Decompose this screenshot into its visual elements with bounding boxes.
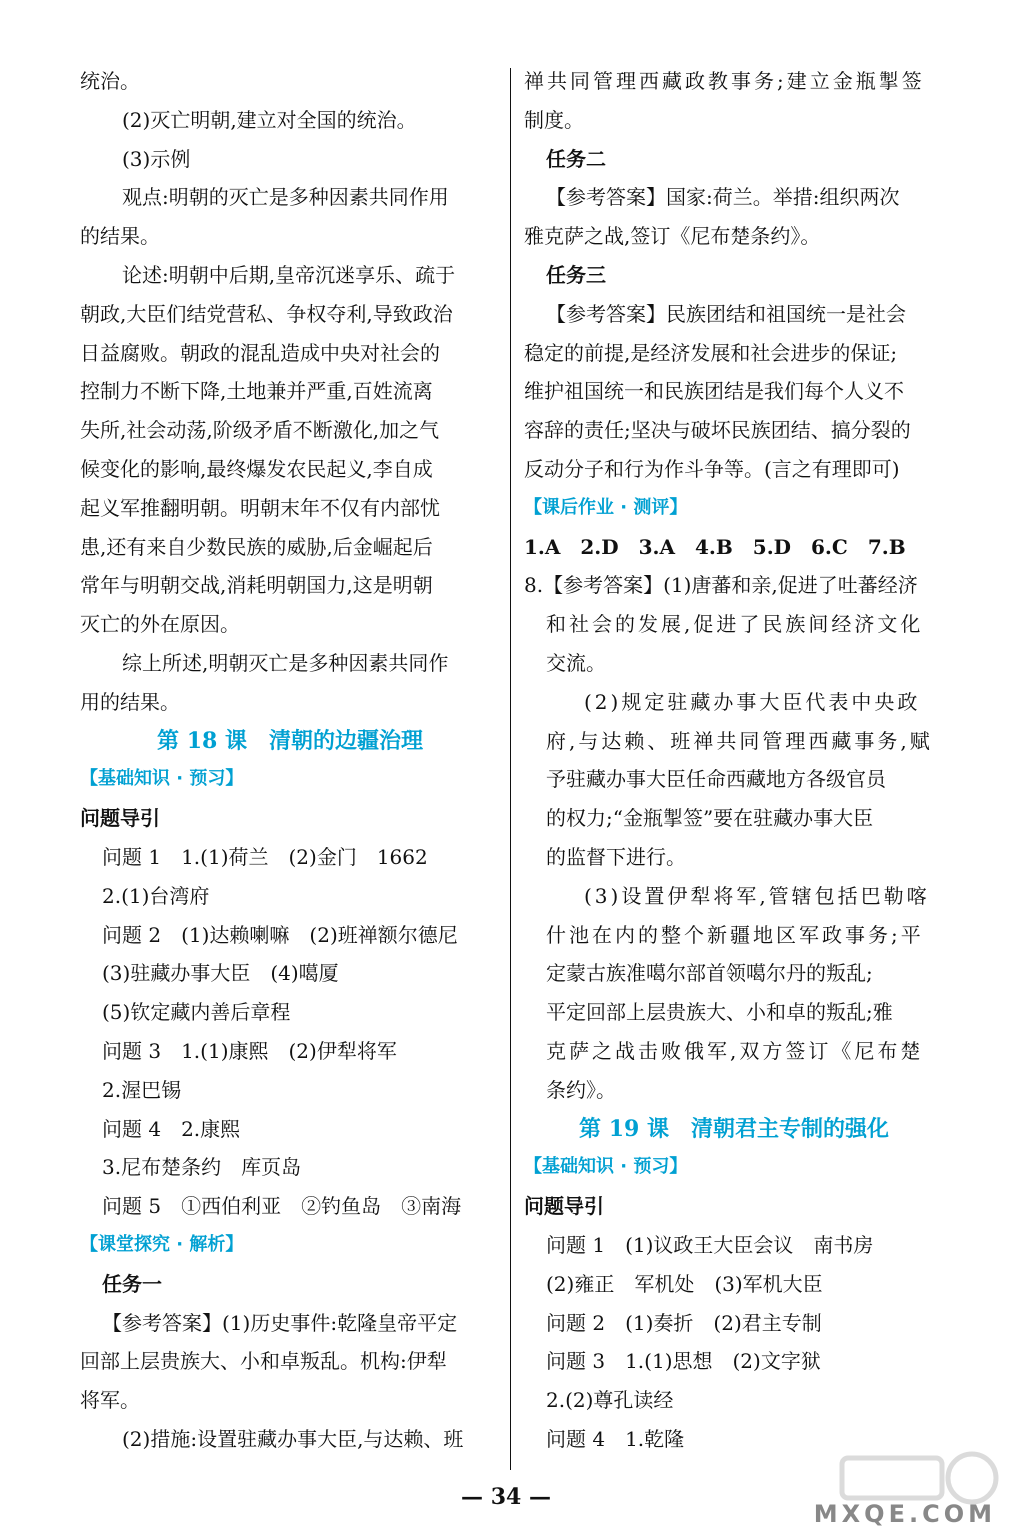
body-text: 论述:明朝中后期,皇帝沉迷享乐、疏于 <box>122 262 456 287</box>
body-text: 和社会的发展,促进了民族间经济文化 <box>546 612 924 637</box>
body-text: 【参考答案】(1)历史事件:乾隆皇帝平定 <box>102 1310 458 1335</box>
subheading: 任务一 <box>102 1271 162 1296</box>
body-text: 用的结果。 <box>80 689 180 714</box>
body-text: 维护祖国统一和民族团结是我们每个人义不 <box>524 379 904 404</box>
body-text: 控制力不断下降,土地兼并严重,百姓流离 <box>80 379 433 404</box>
body-text: 候变化的影响,最终爆发农民起义,李自成 <box>80 456 433 481</box>
answer-line: 问题 2 (1)达赖喇嘛 (2)班禅额尔德尼 <box>102 922 458 947</box>
body-text: 起义军推翻明朝。明朝末年不仅有内部忧 <box>80 495 440 520</box>
watermark-text: MXQE.COM <box>813 1500 996 1528</box>
page-number: — 34 — <box>461 1484 551 1510</box>
body-text: 交流。 <box>546 650 606 675</box>
body-text: 回部上层贵族大、小和卓叛乱。机构:伊犁 <box>80 1349 447 1374</box>
body-text: (3)设置伊犁将军,管辖包括巴勒喀 <box>584 883 930 908</box>
body-text: (2)措施:设置驻藏办事大臣,与达赖、班 <box>122 1426 464 1451</box>
body-text: 统治。 <box>80 69 140 93</box>
body-text: 日益腐败。朝政的混乱造成中央对社会的 <box>80 340 440 365</box>
body-text: (3)示例 <box>122 146 191 171</box>
section-heading: 【基础知识 · 预习】 <box>80 768 244 790</box>
answer-line: (3)驻藏办事大臣 (4)噶厦 <box>102 961 339 986</box>
body-text: 克萨之战击败俄军,双方签订《尼布楚 <box>546 1038 924 1063</box>
body-text: 8.【参考答案】(1)唐蕃和亲,促进了吐蕃经济 <box>524 573 918 598</box>
body-text: 予驻藏办事大臣任命西藏地方各级官员 <box>546 767 886 792</box>
body-text: 府,与达赖、班禅共同管理西藏事务,赋 <box>546 728 933 753</box>
answer-line: 问题 4 1.乾隆 <box>546 1426 685 1451</box>
body-text: 【参考答案】国家:荷兰。举措:组织两次 <box>546 185 900 210</box>
column-divider <box>510 68 511 1470</box>
answer-line: 问题 3 1.(1)康熙 (2)伊犁将军 <box>102 1038 397 1063</box>
answer-line: 1.A 2.D 3.A 4.B 5.D 6.C 7.B <box>524 534 906 559</box>
answer-line: 问题 4 2.康熙 <box>102 1116 241 1141</box>
subheading: 任务三 <box>546 262 606 287</box>
body-text: 容辞的责任;坚决与破坏民族团结、搞分裂的 <box>524 418 911 443</box>
answer-line: 2.渥巴锡 <box>102 1077 182 1102</box>
body-text: 的权力;“金瓶掣签”要在驻藏办事大臣 <box>546 806 874 831</box>
body-text: 禅共同管理西藏政教事务;建立金瓶掣签 <box>524 69 925 93</box>
subheading: 问题导引 <box>80 806 160 831</box>
lesson-title: 第 19 课 清朝君主专制的强化 <box>579 1115 889 1142</box>
answer-line: 问题 3 1.(1)思想 (2)文字狱 <box>546 1349 821 1374</box>
body-text: 定蒙古族准噶尔部首领噶尔丹的叛乱; <box>546 961 873 986</box>
section-heading: 【课后作业 · 测评】 <box>524 496 688 518</box>
body-text: 雅克萨之战,签订《尼布楚条约》。 <box>524 224 821 249</box>
body-text: 将军。 <box>80 1388 140 1413</box>
section-heading: 【课堂探究 · 解析】 <box>80 1233 244 1255</box>
body-text: 制度。 <box>524 107 584 132</box>
body-text: 什池在内的整个新疆地区军政事务;平 <box>546 922 924 947</box>
body-text: 综上所述,明朝灭亡是多种因素共同作 <box>122 650 449 675</box>
body-text: 灭亡的外在原因。 <box>80 612 240 637</box>
answer-line: 问题 2 (1)奏折 (2)君主专制 <box>546 1310 822 1335</box>
body-text: 常年与明朝交战,消耗明朝国力,这是明朝 <box>80 573 433 598</box>
right-column <box>524 62 944 1459</box>
left-column <box>80 62 500 1459</box>
body-text: 的结果。 <box>80 224 160 249</box>
section-heading: 【基础知识 · 预习】 <box>524 1156 688 1178</box>
answer-line: (5)钦定藏内善后章程 <box>102 1000 291 1025</box>
body-text: 患,还有来自少数民族的威胁,后金崛起后 <box>80 534 433 559</box>
answer-line: 问题 5 ①西伯利亚 ②钓鱼岛 ③南海 <box>102 1194 462 1219</box>
body-text: 平定回部上层贵族大、小和卓的叛乱;雅 <box>546 1000 893 1025</box>
body-text: 观点:明朝的灭亡是多种因素共同作用 <box>122 185 449 210</box>
body-text: 失所,社会动荡,阶级矛盾不断激化,加之气 <box>80 418 440 443</box>
answer-line: 问题 1 1.(1)荷兰 (2)金门 1662 <box>102 844 428 869</box>
answer-line: 2.(1)台湾府 <box>102 883 210 908</box>
subheading: 任务二 <box>546 146 606 171</box>
body-text: 条约》。 <box>546 1077 616 1102</box>
body-text: (2)规定驻藏办事大臣代表中央政 <box>584 689 921 714</box>
answer-line: 问题 1 (1)议政王大臣会议 南书房 <box>546 1232 874 1257</box>
subheading: 问题导引 <box>524 1194 604 1219</box>
body-text: 稳定的前提,是经济发展和社会进步的保证; <box>524 340 898 365</box>
lesson-title: 第 18 课 清朝的边疆治理 <box>157 727 423 754</box>
answer-line: (2)雍正 军机处 (3)军机大臣 <box>546 1271 823 1296</box>
body-text: 的监督下进行。 <box>546 844 686 869</box>
answer-line: 3.尼布楚条约 库页岛 <box>102 1155 302 1180</box>
body-text: 朝政,大臣们结党营私、争权夺利,导致政治 <box>80 301 453 326</box>
body-text: 反动分子和行为作斗争等。(言之有理即可) <box>524 456 900 481</box>
answer-line: 2.(2)尊孔读经 <box>546 1388 674 1413</box>
body-text: 【参考答案】民族团结和祖国统一是社会 <box>546 301 906 326</box>
body-text: (2)灭亡明朝,建立对全国的统治。 <box>122 107 417 132</box>
